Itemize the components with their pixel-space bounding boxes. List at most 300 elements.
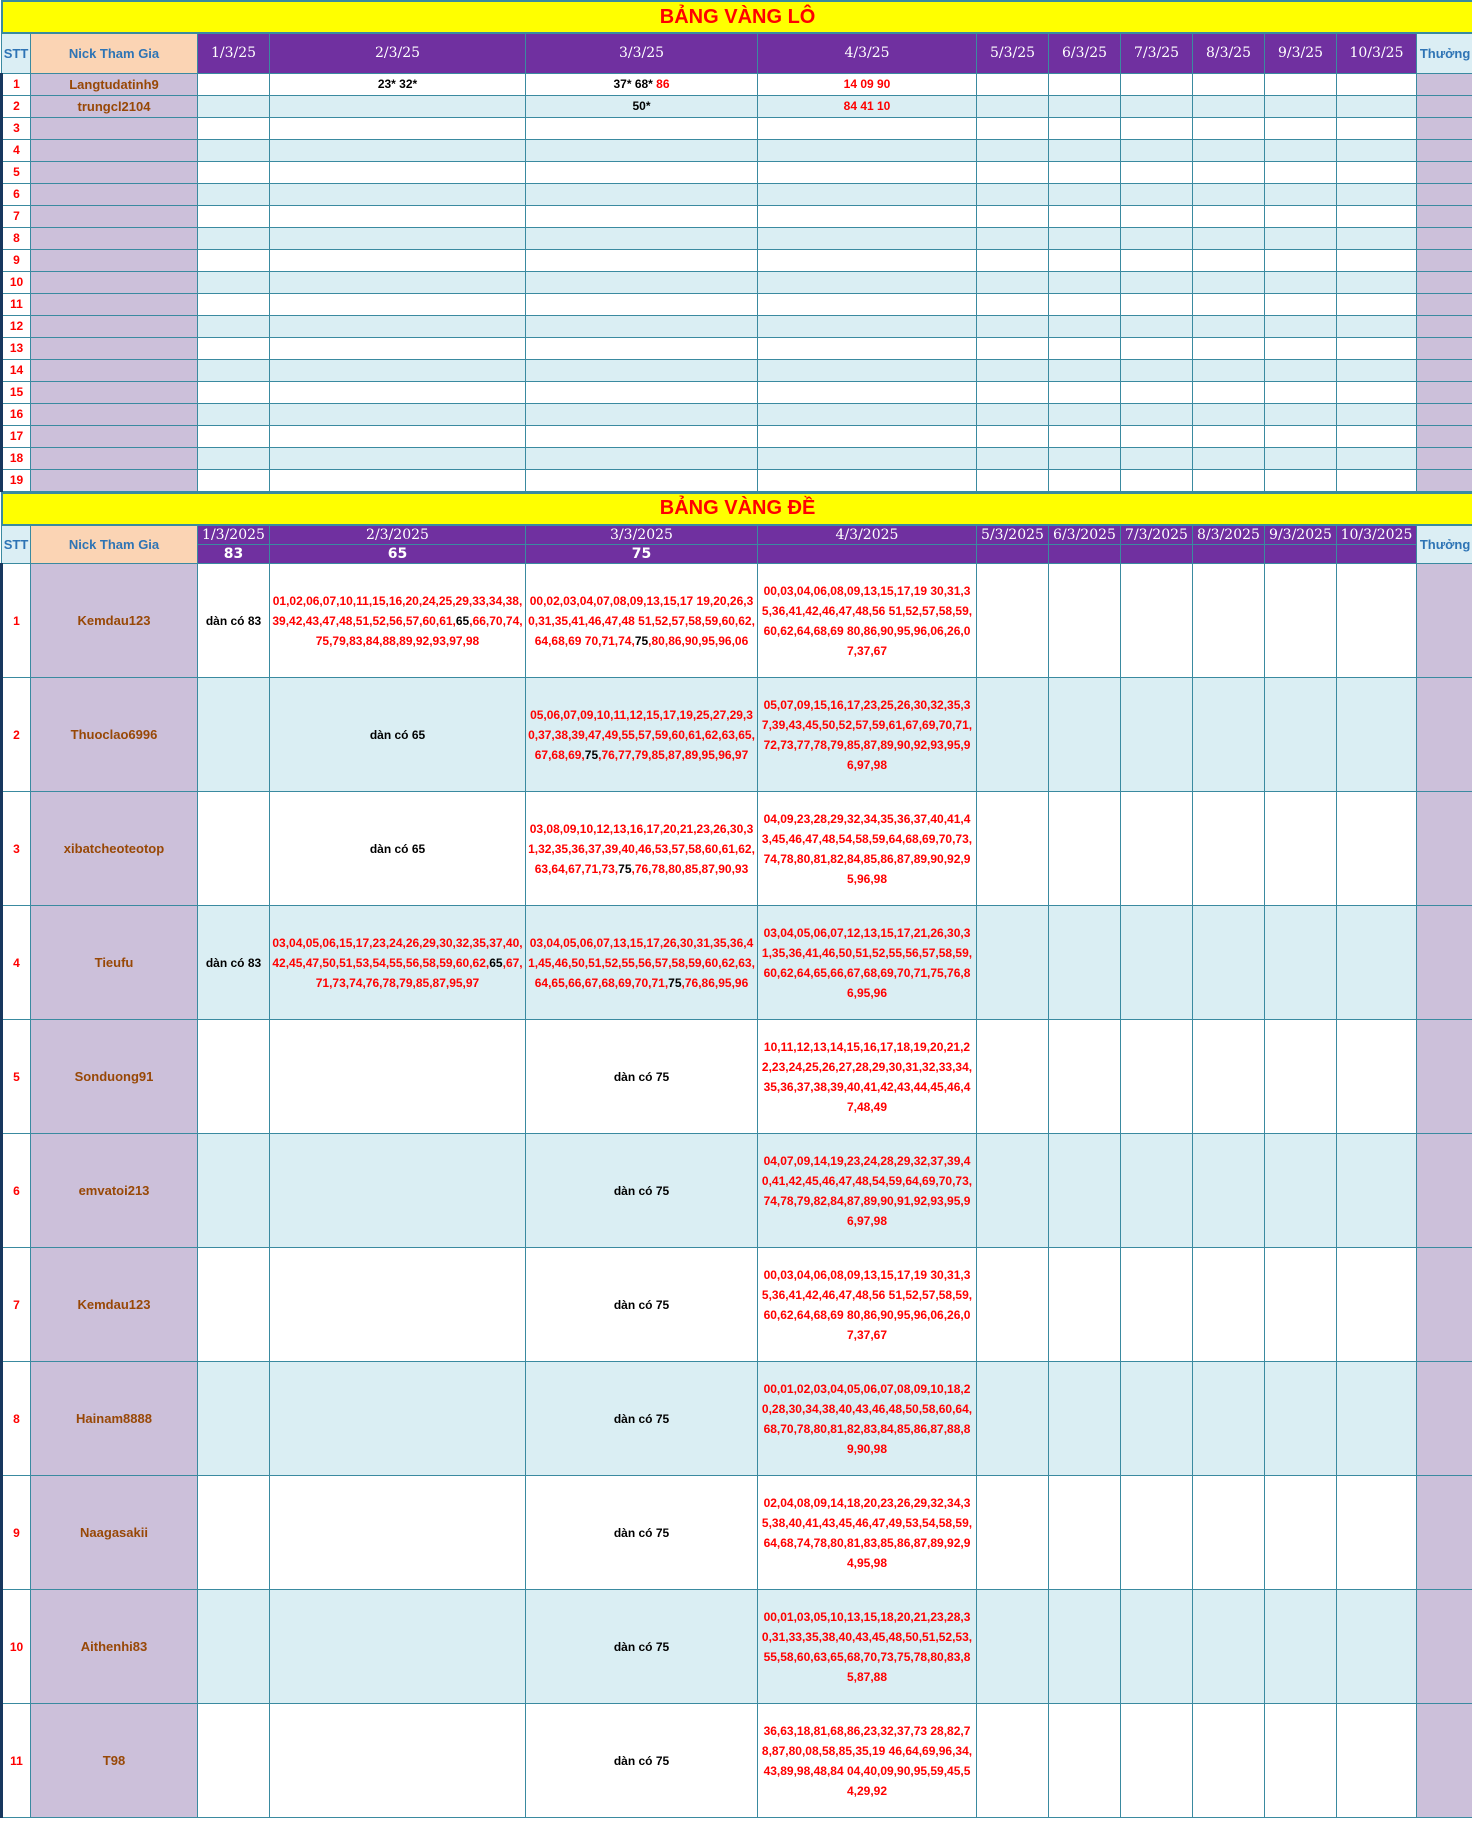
pick-cell[interactable]: [977, 359, 1049, 381]
pick-cell[interactable]: [977, 337, 1049, 359]
pick-cell[interactable]: 05,06,07,09,10,11,12,15,17,19,25,27,29,30,37,38,39,47,49,55,57,59,60,61,62,63,65,67,68,69,75,76,77,79,85,87,89,95,96,97: [526, 678, 758, 792]
pick-cell[interactable]: [758, 205, 977, 227]
pick-cell[interactable]: dàn có 83: [198, 564, 270, 678]
pick-cell[interactable]: [1265, 205, 1337, 227]
pick-cell[interactable]: 00,03,04,06,08,09,13,15,17,19 30,31,35,36,41,42,46,47,48,56 51,52,57,58,59,60,62,64,68,69 80,86,90,95,96,06,26,07,37,67: [758, 1248, 977, 1362]
pick-cell[interactable]: [526, 315, 758, 337]
reward-cell[interactable]: [1417, 293, 1472, 315]
pick-cell[interactable]: [526, 139, 758, 161]
pick-cell[interactable]: [977, 1704, 1049, 1818]
pick-cell[interactable]: [977, 564, 1049, 678]
de-date-header[interactable]: 4/3/2025: [758, 525, 977, 545]
pick-cell[interactable]: [1265, 1476, 1337, 1590]
de-date-header[interactable]: 10/3/2025: [1337, 525, 1417, 545]
pick-cell[interactable]: [1193, 1134, 1265, 1248]
pick-cell[interactable]: [758, 117, 977, 139]
pick-cell[interactable]: 03,04,05,06,07,13,15,17,26,30,31,35,36,41,45,46,50,51,52,55,56,57,58,59,60,62,63,64,65,66,67,68,69,70,71,75,76,86,95,96: [526, 906, 758, 1020]
nick-cell[interactable]: Thuoclao6996: [31, 678, 198, 792]
reward-cell[interactable]: [1417, 906, 1472, 1020]
pick-cell[interactable]: 03,08,09,10,12,13,16,17,20,21,23,26,30,31,32,35,36,37,39,40,46,53,57,58,60,61,62,63,64,67,71,73,75,76,78,80,85,87,90,93: [526, 792, 758, 906]
pick-cell[interactable]: [758, 315, 977, 337]
pick-cell[interactable]: [1265, 425, 1337, 447]
pick-cell[interactable]: [1337, 469, 1417, 491]
pick-cell[interactable]: [1193, 678, 1265, 792]
pick-cell[interactable]: [1193, 183, 1265, 205]
pick-cell[interactable]: [1121, 425, 1193, 447]
pick-cell[interactable]: [977, 205, 1049, 227]
reward-cell[interactable]: [1417, 73, 1472, 95]
pick-cell[interactable]: [1193, 315, 1265, 337]
lo-date-header[interactable]: 4/3/25: [758, 33, 977, 73]
pick-cell[interactable]: [198, 1590, 270, 1704]
pick-cell[interactable]: [1193, 139, 1265, 161]
pick-cell[interactable]: [1049, 315, 1121, 337]
reward-cell[interactable]: [1417, 161, 1472, 183]
pick-cell[interactable]: [758, 183, 977, 205]
pick-cell[interactable]: dàn có 65: [270, 678, 526, 792]
pick-cell[interactable]: [1337, 271, 1417, 293]
nick-cell[interactable]: [31, 447, 198, 469]
pick-cell[interactable]: 01,02,06,07,10,11,15,16,20,24,25,29,33,34,38,39,42,43,47,48,51,52,56,57,60,61,65,66,70,74,75,79,83,84,88,89,92,93,97,98: [270, 564, 526, 678]
pick-cell[interactable]: [1265, 227, 1337, 249]
pick-cell[interactable]: [1121, 1362, 1193, 1476]
pick-cell[interactable]: [1193, 792, 1265, 906]
pick-cell[interactable]: [1265, 249, 1337, 271]
nick-cell[interactable]: [31, 425, 198, 447]
pick-cell[interactable]: [1265, 381, 1337, 403]
pick-cell[interactable]: [198, 403, 270, 425]
pick-cell[interactable]: [1337, 1248, 1417, 1362]
pick-cell[interactable]: [526, 337, 758, 359]
pick-cell[interactable]: [1121, 227, 1193, 249]
pick-cell[interactable]: [1049, 227, 1121, 249]
pick-cell[interactable]: [526, 227, 758, 249]
pick-cell[interactable]: [977, 678, 1049, 792]
pick-cell[interactable]: [758, 249, 977, 271]
pick-cell[interactable]: [1049, 359, 1121, 381]
pick-cell[interactable]: [758, 73, 977, 95]
pick-cell[interactable]: [1049, 73, 1121, 95]
pick-cell[interactable]: [1337, 183, 1417, 205]
pick-cell[interactable]: [1265, 359, 1337, 381]
pick-cell[interactable]: [270, 1704, 526, 1818]
pick-cell[interactable]: [1265, 906, 1337, 1020]
pick-cell[interactable]: [526, 359, 758, 381]
pick-cell[interactable]: [198, 678, 270, 792]
pick-cell[interactable]: [1121, 1248, 1193, 1362]
pick-cell[interactable]: 00,01,03,05,10,13,15,18,20,21,23,28,30,31,33,35,38,40,43,45,48,50,51,52,53,55,58,60,63,65,68,70,73,75,78,80,83,85,87,88: [758, 1590, 977, 1704]
pick-cell[interactable]: [758, 227, 977, 249]
pick-cell[interactable]: [977, 1362, 1049, 1476]
lo-date-header[interactable]: 7/3/25: [1121, 33, 1193, 73]
pick-cell[interactable]: [1193, 1020, 1265, 1134]
pick-cell[interactable]: [1337, 564, 1417, 678]
pick-cell[interactable]: [1121, 381, 1193, 403]
pick-cell[interactable]: [270, 271, 526, 293]
pick-cell[interactable]: [1193, 359, 1265, 381]
nick-cell[interactable]: [31, 359, 198, 381]
pick-cell[interactable]: [1049, 183, 1121, 205]
reward-cell[interactable]: [1417, 1248, 1472, 1362]
pick-cell[interactable]: 00,03,04,06,08,09,13,15,17,19 30,31,35,36,41,42,46,47,48,56 51,52,57,58,59,60,62,64,68,69 80,86,90,95,96,06,26,07,37,67: [758, 564, 977, 678]
nick-cell[interactable]: Aithenhi83: [31, 1590, 198, 1704]
pick-cell[interactable]: [977, 1020, 1049, 1134]
pick-cell[interactable]: [1049, 1134, 1121, 1248]
pick-cell[interactable]: [1265, 564, 1337, 678]
de-date-header[interactable]: 3/3/2025: [526, 525, 758, 545]
pick-cell[interactable]: 50*: [526, 95, 758, 117]
pick-cell[interactable]: [1337, 73, 1417, 95]
pick-cell[interactable]: [758, 139, 977, 161]
pick-cell[interactable]: [526, 381, 758, 403]
pick-cell[interactable]: [1049, 792, 1121, 906]
pick-cell[interactable]: [758, 271, 977, 293]
pick-cell[interactable]: [1049, 249, 1121, 271]
pick-cell[interactable]: [198, 1476, 270, 1590]
reward-cell[interactable]: [1417, 678, 1472, 792]
pick-cell[interactable]: [977, 161, 1049, 183]
pick-cell[interactable]: [977, 447, 1049, 469]
pick-cell[interactable]: [1337, 293, 1417, 315]
reward-cell[interactable]: [1417, 117, 1472, 139]
pick-cell[interactable]: [977, 425, 1049, 447]
pick-cell[interactable]: [1121, 1020, 1193, 1134]
pick-cell[interactable]: [270, 1248, 526, 1362]
pick-cell[interactable]: 10,11,12,13,14,15,16,17,18,19,20,21,22,23,24,25,26,27,28,29,30,31,32,33,34,35,36,37,38,39,40,41,42,43,44,45,46,47,48,49: [758, 1020, 977, 1134]
pick-cell[interactable]: [1193, 205, 1265, 227]
nick-cell[interactable]: emvatoi213: [31, 1134, 198, 1248]
pick-cell[interactable]: [977, 183, 1049, 205]
pick-cell[interactable]: [1265, 271, 1337, 293]
pick-cell[interactable]: [1337, 205, 1417, 227]
pick-cell[interactable]: [1193, 73, 1265, 95]
pick-cell[interactable]: [1193, 161, 1265, 183]
pick-cell[interactable]: [1193, 337, 1265, 359]
pick-cell[interactable]: [758, 337, 977, 359]
nick-cell[interactable]: xibatcheoteotop: [31, 792, 198, 906]
pick-cell[interactable]: [270, 1362, 526, 1476]
pick-cell[interactable]: [1121, 73, 1193, 95]
pick-cell[interactable]: [526, 403, 758, 425]
lo-date-header[interactable]: 8/3/25: [1193, 33, 1265, 73]
de-date-header[interactable]: 6/3/2025: [1049, 525, 1121, 545]
pick-cell[interactable]: [1121, 183, 1193, 205]
pick-cell[interactable]: [977, 1590, 1049, 1704]
pick-cell[interactable]: [198, 205, 270, 227]
reward-cell[interactable]: [1417, 205, 1472, 227]
reward-cell[interactable]: [1417, 425, 1472, 447]
pick-cell[interactable]: [270, 1020, 526, 1134]
pick-cell[interactable]: [977, 315, 1049, 337]
pick-cell[interactable]: [1337, 381, 1417, 403]
pick-cell[interactable]: [1337, 1590, 1417, 1704]
lo-stt-header[interactable]: STT: [2, 33, 31, 73]
pick-cell[interactable]: [1193, 117, 1265, 139]
pick-cell[interactable]: [1265, 1248, 1337, 1362]
pick-cell[interactable]: [977, 381, 1049, 403]
pick-cell[interactable]: [1337, 1476, 1417, 1590]
pick-cell[interactable]: [1049, 906, 1121, 1020]
pick-cell[interactable]: [198, 249, 270, 271]
pick-cell[interactable]: [1265, 73, 1337, 95]
nick-cell[interactable]: Naagasakii: [31, 1476, 198, 1590]
pick-cell[interactable]: 02,04,08,09,14,18,20,23,26,29,32,34,35,38,40,41,43,45,46,47,49,53,54,58,59,64,68,74,78,80,81,83,85,86,87,89,92,94,95,98: [758, 1476, 977, 1590]
lo-date-header[interactable]: 3/3/25: [526, 33, 758, 73]
pick-cell[interactable]: [1337, 1134, 1417, 1248]
reward-cell[interactable]: [1417, 337, 1472, 359]
pick-cell[interactable]: [1049, 678, 1121, 792]
pick-cell[interactable]: [1193, 381, 1265, 403]
nick-cell[interactable]: [31, 315, 198, 337]
pick-cell[interactable]: dàn có 65: [270, 792, 526, 906]
de-date-header[interactable]: 1/3/2025: [198, 525, 270, 545]
pick-cell[interactable]: [977, 271, 1049, 293]
pick-cell[interactable]: [1193, 447, 1265, 469]
lo-date-header[interactable]: 10/3/25: [1337, 33, 1417, 73]
pick-cell[interactable]: 00,02,03,04,07,08,09,13,15,17 19,20,26,30,31,35,41,46,47,48 51,52,57,58,59,60,62,64,68,69 70,71,74,75,80,86,90,95,96,06: [526, 564, 758, 678]
pick-cell[interactable]: [270, 381, 526, 403]
pick-cell[interactable]: [526, 249, 758, 271]
pick-cell[interactable]: [526, 447, 758, 469]
pick-cell[interactable]: [526, 271, 758, 293]
reward-cell[interactable]: [1417, 792, 1472, 906]
pick-cell[interactable]: [1049, 403, 1121, 425]
pick-cell[interactable]: [1337, 447, 1417, 469]
pick-cell[interactable]: [526, 161, 758, 183]
pick-cell[interactable]: dàn có 75: [526, 1362, 758, 1476]
pick-cell[interactable]: [1121, 1590, 1193, 1704]
pick-cell[interactable]: [1193, 95, 1265, 117]
pick-cell[interactable]: [1193, 227, 1265, 249]
pick-cell[interactable]: [1049, 271, 1121, 293]
pick-cell[interactable]: [977, 1476, 1049, 1590]
reward-cell[interactable]: [1417, 1590, 1472, 1704]
de-date-header[interactable]: 9/3/2025: [1265, 525, 1337, 545]
lo-date-header[interactable]: 9/3/25: [1265, 33, 1337, 73]
pick-cell[interactable]: [526, 73, 758, 95]
reward-cell[interactable]: [1417, 564, 1472, 678]
pick-cell[interactable]: [1049, 293, 1121, 315]
pick-cell[interactable]: dàn có 83: [198, 906, 270, 1020]
reward-cell[interactable]: [1417, 315, 1472, 337]
pick-cell[interactable]: [1049, 1248, 1121, 1362]
pick-cell[interactable]: [198, 337, 270, 359]
pick-cell[interactable]: [270, 205, 526, 227]
pick-cell[interactable]: [1265, 792, 1337, 906]
pick-cell[interactable]: [1265, 293, 1337, 315]
nick-cell[interactable]: [31, 381, 198, 403]
pick-cell[interactable]: [758, 447, 977, 469]
pick-cell[interactable]: [1121, 161, 1193, 183]
pick-cell[interactable]: [977, 1134, 1049, 1248]
pick-cell[interactable]: [1049, 1020, 1121, 1134]
pick-cell[interactable]: [977, 95, 1049, 117]
pick-cell[interactable]: [198, 293, 270, 315]
pick-cell[interactable]: [1049, 205, 1121, 227]
pick-cell[interactable]: [1193, 1590, 1265, 1704]
nick-cell[interactable]: Tieufu: [31, 906, 198, 1020]
nick-cell[interactable]: Langtudatinh9: [31, 73, 198, 95]
pick-cell[interactable]: [1265, 1590, 1337, 1704]
pick-cell[interactable]: [1049, 1476, 1121, 1590]
pick-cell[interactable]: [198, 315, 270, 337]
pick-cell[interactable]: [758, 403, 977, 425]
pick-cell[interactable]: [1121, 205, 1193, 227]
pick-cell[interactable]: [1121, 447, 1193, 469]
pick-cell[interactable]: [526, 425, 758, 447]
pick-cell[interactable]: [1265, 139, 1337, 161]
pick-cell[interactable]: [1337, 95, 1417, 117]
nick-cell[interactable]: [31, 227, 198, 249]
pick-cell[interactable]: [1265, 469, 1337, 491]
reward-cell[interactable]: [1417, 1134, 1472, 1248]
de-thuong-header[interactable]: Thưởng: [1417, 525, 1472, 564]
pick-cell[interactable]: [977, 73, 1049, 95]
pick-cell[interactable]: [270, 403, 526, 425]
pick-cell[interactable]: [1265, 161, 1337, 183]
pick-cell[interactable]: [1121, 293, 1193, 315]
pick-cell[interactable]: [977, 139, 1049, 161]
lo-date-header[interactable]: 2/3/25: [270, 33, 526, 73]
pick-cell[interactable]: [1049, 1704, 1121, 1818]
nick-cell[interactable]: [31, 117, 198, 139]
pick-cell[interactable]: dàn có 75: [526, 1704, 758, 1818]
pick-cell[interactable]: [270, 425, 526, 447]
pick-cell[interactable]: [1049, 337, 1121, 359]
pick-cell[interactable]: [1049, 139, 1121, 161]
pick-cell[interactable]: [1193, 469, 1265, 491]
nick-cell[interactable]: Kemdau123: [31, 564, 198, 678]
pick-cell[interactable]: [198, 227, 270, 249]
pick-cell[interactable]: [1337, 1362, 1417, 1476]
nick-cell[interactable]: [31, 271, 198, 293]
de-stt-header[interactable]: STT: [2, 525, 31, 564]
pick-cell[interactable]: [198, 381, 270, 403]
de-date-header[interactable]: 8/3/2025: [1193, 525, 1265, 545]
pick-cell[interactable]: [1337, 249, 1417, 271]
pick-cell[interactable]: 00,01,02,03,04,05,06,07,08,09,10,18,20,28,30,34,38,40,43,46,48,50,58,60,64,68,70,78,80,81,82,83,84,85,86,87,88,89,90,98: [758, 1362, 977, 1476]
pick-cell[interactable]: [270, 249, 526, 271]
pick-cell[interactable]: [1337, 425, 1417, 447]
pick-cell[interactable]: [1337, 1020, 1417, 1134]
pick-cell[interactable]: [1121, 792, 1193, 906]
pick-cell[interactable]: [758, 95, 977, 117]
pick-cell[interactable]: [1121, 403, 1193, 425]
pick-cell[interactable]: [270, 447, 526, 469]
de-date-header[interactable]: 2/3/2025: [270, 525, 526, 545]
pick-cell[interactable]: 36,63,18,81,68,86,23,32,37,73 28,82,78,87,80,08,58,85,35,19 46,64,69,96,34,43,89,98,48,84 04,40,09,90,95,59,45,54,29,92: [758, 1704, 977, 1818]
pick-cell[interactable]: [198, 359, 270, 381]
pick-cell[interactable]: [1265, 1020, 1337, 1134]
pick-cell[interactable]: [1049, 469, 1121, 491]
pick-cell[interactable]: [1049, 425, 1121, 447]
pick-cell[interactable]: [1337, 227, 1417, 249]
pick-cell[interactable]: [198, 95, 270, 117]
pick-cell[interactable]: [1121, 139, 1193, 161]
pick-cell[interactable]: [1121, 117, 1193, 139]
pick-cell[interactable]: [198, 447, 270, 469]
pick-cell[interactable]: [1121, 678, 1193, 792]
pick-cell[interactable]: [1265, 183, 1337, 205]
reward-cell[interactable]: [1417, 227, 1472, 249]
nick-cell[interactable]: [31, 337, 198, 359]
de-date-header[interactable]: 7/3/2025: [1121, 525, 1193, 545]
pick-cell[interactable]: [1049, 95, 1121, 117]
pick-cell[interactable]: [977, 906, 1049, 1020]
pick-cell[interactable]: [1265, 95, 1337, 117]
pick-cell[interactable]: [977, 227, 1049, 249]
pick-cell[interactable]: [1121, 906, 1193, 1020]
pick-cell[interactable]: [270, 183, 526, 205]
pick-cell[interactable]: [270, 1590, 526, 1704]
pick-cell[interactable]: [526, 469, 758, 491]
pick-cell[interactable]: [198, 1362, 270, 1476]
pick-cell[interactable]: [270, 95, 526, 117]
reward-cell[interactable]: [1417, 381, 1472, 403]
pick-cell[interactable]: [1193, 906, 1265, 1020]
pick-cell[interactable]: [1337, 139, 1417, 161]
pick-cell[interactable]: [270, 293, 526, 315]
pick-cell[interactable]: [270, 469, 526, 491]
pick-cell[interactable]: [270, 337, 526, 359]
pick-cell[interactable]: [198, 1704, 270, 1818]
pick-cell[interactable]: [977, 249, 1049, 271]
pick-cell[interactable]: [1265, 1134, 1337, 1248]
reward-cell[interactable]: [1417, 139, 1472, 161]
pick-cell[interactable]: [270, 161, 526, 183]
pick-cell[interactable]: [1337, 1704, 1417, 1818]
pick-cell[interactable]: 23* 32*: [270, 73, 526, 95]
pick-cell[interactable]: [198, 183, 270, 205]
pick-cell[interactable]: dàn có 75: [526, 1134, 758, 1248]
pick-cell[interactable]: [198, 161, 270, 183]
pick-cell[interactable]: [1121, 359, 1193, 381]
pick-cell[interactable]: [758, 359, 977, 381]
pick-cell[interactable]: [1049, 381, 1121, 403]
lo-date-header[interactable]: 5/3/25: [977, 33, 1049, 73]
pick-cell[interactable]: 03,04,05,06,07,12,13,15,17,21,26,30,31,35,36,41,46,50,51,52,55,56,57,58,59,60,62,64,65,66,67,68,69,70,71,75,76,86,95,96: [758, 906, 977, 1020]
nick-cell[interactable]: [31, 249, 198, 271]
reward-cell[interactable]: [1417, 1362, 1472, 1476]
pick-cell[interactable]: [1265, 315, 1337, 337]
pick-cell[interactable]: dàn có 75: [526, 1248, 758, 1362]
pick-cell[interactable]: [1265, 1704, 1337, 1818]
pick-cell[interactable]: [270, 227, 526, 249]
reward-cell[interactable]: [1417, 183, 1472, 205]
pick-cell[interactable]: [1049, 1590, 1121, 1704]
pick-cell[interactable]: [1337, 161, 1417, 183]
pick-cell[interactable]: [1193, 1704, 1265, 1818]
pick-cell[interactable]: [1121, 1476, 1193, 1590]
pick-cell[interactable]: [1049, 161, 1121, 183]
reward-cell[interactable]: [1417, 271, 1472, 293]
nick-cell[interactable]: T98: [31, 1704, 198, 1818]
pick-cell[interactable]: [758, 161, 977, 183]
pick-cell[interactable]: [1121, 315, 1193, 337]
pick-cell[interactable]: [198, 1020, 270, 1134]
reward-cell[interactable]: [1417, 403, 1472, 425]
pick-cell[interactable]: [977, 403, 1049, 425]
pick-cell[interactable]: [270, 117, 526, 139]
lo-date-header[interactable]: 6/3/25: [1049, 33, 1121, 73]
pick-cell[interactable]: [198, 792, 270, 906]
pick-cell[interactable]: dàn có 75: [526, 1020, 758, 1134]
pick-cell[interactable]: [1049, 117, 1121, 139]
pick-cell[interactable]: [1049, 564, 1121, 678]
reward-cell[interactable]: [1417, 249, 1472, 271]
pick-cell[interactable]: [270, 139, 526, 161]
pick-cell[interactable]: [1121, 469, 1193, 491]
